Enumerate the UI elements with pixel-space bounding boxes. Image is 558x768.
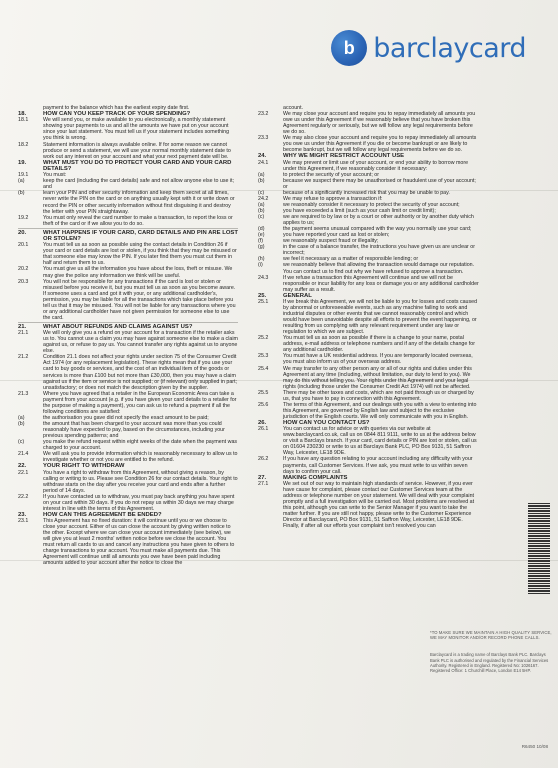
clause-number: 19.1: [18, 172, 29, 179]
clause: [18, 391, 238, 415]
clause-number: 24.2: [258, 195, 269, 202]
heading-text: GENERAL: [283, 292, 312, 299]
logo-text: barclaycard: [373, 32, 526, 64]
heading-text: HOW CAN THIS AGREEMENT BE ENDED?: [43, 511, 162, 518]
heading-text: MAKING COMPLAINTS: [283, 474, 348, 481]
clause-text: We may also close your account and require you to repay immediately all amounts you owe us under this Agreement if you die or become bankrupt or are likely to become bankrupt, but we will follow any legal requirements before we do so.: [283, 135, 477, 154]
clause-number: 18.1: [18, 117, 29, 124]
clause-number: 20.3: [18, 278, 29, 285]
clause-number: (g): [258, 244, 265, 251]
clause-text: you make the refund request within eight weeks of the date when the payment was charged to your account.: [43, 439, 238, 452]
clause: [18, 178, 238, 190]
clause-number: 25.: [258, 292, 267, 299]
clause-number: 24.3: [258, 274, 269, 281]
clause-number: 25.1: [258, 299, 269, 305]
clause-text: You must tell us as soon as possible if there is a change to your name, postal address, e-mail address or telephone numbers and if any of the details change for any additional cardholder.: [283, 335, 475, 354]
clause-text: Where you have agreed that a retailer in the European Economic Area can take a payment from your account (e.g. if you have given your card details to a retailer for the purpose of making a payment), you can ask us to refund a payment if all the following conditions are satisfied:: [43, 390, 237, 415]
clause: [258, 178, 480, 190]
clause-text: you have reported your card as lost or stolen;: [283, 232, 390, 239]
clause-number: 22.1: [18, 469, 29, 476]
clause-text: the amount that has been charged to your account was more than you could reasonably have expected to pay, based on the circumstances, including your previous spending patterns; and: [43, 420, 225, 439]
clause-number: (c): [18, 439, 25, 446]
clause-number: 26.1: [258, 426, 269, 433]
heading-text: WHAT HAPPENS IF YOUR CARD, CARD DETAILS AND PIN ARE LOST OR STOLEN?: [43, 229, 238, 242]
clause-number: (d): [258, 226, 265, 233]
clause-text: we are required to by law or by a court or other authority or by another duty which applies to us;: [283, 214, 474, 227]
clause-text: We may prevent or limit use of your account, or end your ability to borrow more under this Agreement, if we reasonably consider it necessary:: [283, 159, 469, 172]
clause: [18, 518, 238, 566]
clause: [18, 142, 238, 160]
footer-notice: *TO MAKE SURE WE MAINTAIN A HIGH QUALITY SERVICE, WE MAY MONITOR AND/OR RECORD PHONE CALLS.: [430, 630, 552, 641]
clause-text: We set out of our way to maintain high standards of service. However, if you ever have cause for complaint, please contact our Customer Services team at the address or telephone number on your statement. We will deal with your complaint promptly and a full investigation will be carried out. Most problems are resolved at this point, although you can write to the Senior Manager if you want to take the matter further. If you are still not happy, please write to the Customer Experience Director at Barclaycard, PO Box 9131, 51 Saffron Way, Leicester, LE18 9DE. Finally, if after all our efforts your complaint isn't resolved you can: [283, 480, 475, 530]
clause-number: (h): [258, 256, 265, 263]
clause: [18, 330, 238, 354]
clause-number: (b): [18, 420, 25, 427]
clause-number: 18.: [18, 111, 27, 118]
clause: [18, 190, 238, 214]
clause-number: 22.: [18, 463, 27, 470]
clause-number: (f): [258, 238, 263, 245]
clause-text: You must only reveal the card number to make a transaction, to report the loss or theft of the card or if we allow you to do so.: [43, 214, 233, 227]
footer-legal: Barclaycard is a trading name of Barclays Bank PLC. Barclays Bank PLC is authorised and regulated by the Financial Services Authority. Registered in England. Registered No: 1026167. Registered Office: 1 Churchill Place, London E14 5HP.: [430, 652, 549, 674]
barcode: [528, 502, 550, 594]
clause-number: 23.2: [258, 111, 269, 118]
clause-text: We will only give you a refund on your account for a transaction if the retailer asks us to. You cannot use a claim you may have against someone else to make a claim against us, or refuse to pay us. You cannot transfer any rights against us to anyone else.: [43, 330, 238, 355]
clause-text: in the case of a balance transfer, the instructions you have given us are unclear or incorrect;: [283, 244, 475, 257]
clause-text: Statement information is always available online. If for some reason we cannot produce or send a statement, we will use your normal monthly statement date to work out any interest on your account and what your next payment date will be.: [43, 141, 231, 160]
footer: [430, 630, 554, 673]
clause: [18, 242, 238, 266]
clause: [258, 275, 480, 293]
clause-number: 23.1: [18, 518, 29, 525]
clause-number: 26.2: [258, 456, 269, 463]
clause: [18, 421, 238, 439]
clause-number: 25.2: [258, 335, 269, 342]
clause-text: You have a right to withdraw from this Agreement, without giving a reason, by calling or writing to us. Please see Condition 26 for our contact details. Your right to withdraw starts on the day after you receive your card and ends after a further period of 14 days.: [43, 469, 238, 494]
clause-number: 25.6: [258, 401, 269, 408]
clause: [258, 299, 480, 335]
clause: [18, 266, 238, 278]
clause-text: the authorisation you gave did not specify the exact amount to be paid;: [43, 414, 209, 421]
heading-text: WHY WE MIGHT RESTRICT ACCOUNT USE: [283, 153, 405, 160]
heading-text: WHAT ABOUT REFUNDS AND CLAIMS AGAINST US?: [43, 323, 193, 330]
heading-text: HOW CAN YOU KEEP TRACK OF YOUR SPENDING?: [43, 111, 191, 118]
clause: [258, 335, 480, 353]
clause-text: to protect the security of your account; or: [283, 171, 379, 178]
clause: [258, 402, 480, 420]
heading-text: WHAT MUST YOU DO TO PROTECT YOUR CARD AND YOUR CARD DETAILS?: [43, 159, 232, 172]
clause: [18, 354, 238, 390]
clause-number: 24.1: [258, 159, 269, 166]
clause-number: (a): [18, 414, 25, 421]
clause: [258, 160, 480, 172]
clause-text: There may be other taxes and costs, which are not paid through us or charged by us, that you have to pay in connection with this Agreement.: [283, 389, 474, 402]
clause-number: 20.1: [18, 242, 29, 249]
clause-text: account.: [283, 105, 304, 111]
clause: [258, 390, 480, 402]
clause: [258, 111, 480, 135]
clause-number: 19.: [18, 159, 27, 166]
clause: [18, 117, 238, 141]
clause: [18, 279, 238, 321]
clause-number: 26.: [258, 419, 267, 426]
section-heading: [18, 230, 238, 243]
divider: [18, 322, 238, 323]
document-reference: R6450 10/08: [521, 744, 548, 749]
clause-number: 27.1: [258, 480, 269, 487]
clause-text: You must:: [43, 172, 67, 179]
clause: [18, 470, 238, 494]
clause-text: We will ask you to provide information which is reasonably necessary to allow us to investigate whether or not you are entitled to the refund.: [43, 451, 238, 464]
clause-number: 22.2: [18, 493, 29, 500]
clause: [18, 451, 238, 463]
clause-text: You must have a UK residential address. If you are temporarily located overseas, you must also inform us of your overseas address.: [283, 353, 473, 366]
clause-text: We may transfer to any other person any or all of our rights and duties under this Agreement at any time (including, without limitation, our duty to lend to you). We may do this without telling you. Your rights under this Agreement and your legal rights (including those under the Consumer Credit Act 1974) will not be affected.: [283, 365, 472, 390]
clause-text: You must give us all the information you have about the loss, theft or misuse. We may give the police any information we think will be useful.: [43, 266, 233, 279]
clause-text: We may refuse to approve a transaction if:: [283, 195, 383, 202]
heading-text: YOUR RIGHT TO WITHDRAW: [43, 463, 125, 470]
clause-number: 25.4: [258, 365, 269, 372]
clause-text: If you have any question relating to your account including any difficulty with your payments, call Customer Services. If we ask, you must write to us within seven days to confirm your call.: [283, 456, 473, 475]
clause: [258, 481, 480, 529]
clause-text: payment to the balance which has the earliest expiry date first.: [43, 105, 190, 111]
clause-text: We may close your account and require you to repay immediately all amounts you owe us under this Agreement if we reasonably believe that you have broken this Agreement regularly or seriously, but we will follow any legal requirements before we do so.: [283, 111, 476, 136]
clause-number: 25.3: [258, 353, 269, 360]
clause-number: 21.3: [18, 390, 29, 397]
clause-text: learn your PIN and other security information and keep them secret at all times, never write the PIN on the card or on anything usually kept with it or write down or record the PIN or other security information without first disguising it and destroy the letter with your PIN straightaway.: [43, 190, 235, 215]
clause-number: (c): [258, 214, 265, 221]
barclaycard-logo: [331, 30, 526, 66]
clause-number: 21.1: [18, 330, 29, 337]
clause-text: We will send you, or make available to you electronically, a monthly statement showing your payments to us and all the amounts we have put on your account since your last statement. You must tell us if your statement includes something you think is wrong.: [43, 117, 230, 142]
clause: [258, 426, 480, 456]
clause-number: (a): [18, 178, 25, 185]
clause-text: keep the card (including the card details) safe and not allow anyone else to use it; and: [43, 178, 235, 191]
logo-mark-icon: b: [331, 30, 367, 66]
clause: [258, 244, 480, 256]
clause-number: 21.4: [18, 451, 29, 458]
clause-number: (e): [258, 232, 265, 239]
clause-text: we reasonably suspect fraud or illegality;: [283, 238, 379, 245]
clause-number: 19.2: [18, 214, 29, 221]
clause: [18, 494, 238, 512]
clause-number: 27.: [258, 474, 267, 481]
clause-text: If we refuse a transaction this Agreement will continue and we will not be responsible or incur liability for any loss or damage you or any additional cardholder may suffer as a result.: [283, 274, 479, 293]
terms-column-left: [18, 105, 238, 567]
clause-number: 23.3: [258, 135, 269, 142]
clause: [258, 353, 480, 365]
clause-text: If you have contacted us to withdraw, you must pay back anything you have spent on your card within 30 days. If you do not repay us within 30 days we may charge interest in line with the terms of this Agreement.: [43, 493, 235, 512]
clause-number: (b): [258, 177, 265, 184]
clause-text: The terms of this Agreement, and our dealings with you with a view to entering into this Agreement, are governed by English law and subject to the exclusive jurisdiction of the English courts. We will only communicate with you in English.: [283, 401, 477, 420]
clause-text: You can contact us to find out why we have refused to approve a transaction.: [283, 268, 464, 275]
clause-number: (a): [258, 171, 265, 178]
clause: [258, 366, 480, 390]
terms-column-right: [258, 105, 480, 529]
clause-text: You can contact us for advice or with queries via our website at www.barclaycard.co.uk, call us on 0844 811 9111, write to us at the address below or visit a Barclays branch. If your card, card details or PIN are lost or stolen, call us on 01604 230230 or write to us at Barclays Bank PLC, PO Box 9131, 51 Saffron Way, Leicester, LE18 9DE.: [283, 426, 477, 457]
clause-number: (i): [258, 262, 263, 269]
clause-text: Condition 21.1 does not affect your rights under section 75 of the Consumer Credit Act 1974 (or any replacement legislation). These rights mean that if you use your card to buy goods or services, and the cost of an individual item of the goods or services is more than £100 but not more than £30,000, then you may have a claim against us if the item or service is not supplied; or (if relevant) only supplied in part; unsatisfactory; or does not match the description given by the supplier.: [43, 354, 238, 391]
clause-text: This Agreement has no fixed duration: it will continue until you or we choose to close your account. Either of us can close the account by giving written notice to the other. Except where we can close your account immediately (see below), we will give you at least 2 months' written notice before we close the account. You must return all cards to us and cancel any instructions you have given to others to charge transactions to your account. You must make all payments due. This Agreement will continue until all amounts you owe have been paid including amounts added to your account after the notice to close the: [43, 518, 235, 567]
clause-number: 20.: [18, 229, 27, 236]
clause-text: because of a significantly increased risk that you may be unable to pay.: [283, 189, 450, 196]
clause-text: we reasonably believe that allowing the transaction would damage our reputation.: [283, 262, 475, 269]
clause-text: because we suspect there may be unauthorised or fraudulent use of your account; or: [283, 177, 476, 190]
clause: [18, 439, 238, 451]
clause-number: (b): [18, 190, 25, 197]
clause-number: 25.5: [258, 389, 269, 396]
clause-number: (b): [258, 208, 265, 215]
clause-text: you have exceeded a limit (such as your cash limit or credit limit);: [283, 208, 436, 215]
clause: [258, 135, 480, 153]
section-heading: [18, 160, 238, 173]
clause-text: You must tell us as soon as possible using the contact details in Condition 26 if your card or card details are lost or stolen, if you think that they may be misused or that someone else may know the PIN. If you later find them you must cut them in half and return them to us.: [43, 242, 237, 267]
clause-text: the payment seems unusual compared with the way you normally use your card;: [283, 226, 472, 233]
clause-number: 24.: [258, 153, 267, 160]
clause-number: (a): [258, 202, 265, 208]
clause-text: we reasonably consider it necessary to protect the security of your account;: [283, 202, 460, 208]
heading-text: HOW CAN YOU CONTACT US?: [283, 419, 370, 426]
clause-text: If we break this Agreement, we will not be liable to you for losses and costs caused by abnormal or unforeseeable events, such as any machine failing to work and industrial disputes or other events that we cannot reasonably control and which would have been unavoidable despite all efforts to prevent the event happening, or resulting from us complying with any relevant requirement under any law or regulation to which we are subject.: [283, 299, 478, 336]
divider: [18, 228, 238, 229]
clause-number: 23.: [18, 511, 27, 518]
clause-number: 20.2: [18, 266, 29, 273]
clause: [18, 215, 238, 227]
clause-number: 21.2: [18, 354, 29, 361]
clause-number: (c): [258, 189, 265, 196]
clause-text: we feel it necessary as a matter of responsible lending; or: [283, 256, 419, 263]
clause-text: You will not be responsible for any transactions if the card is lost or stolen or misused before you receive it, but you must tell us as soon as you become aware. If someone uses a card and got it with your, or any additional cardholder's, permission, you may be liable for all the transactions which take place before you tell us that it may be misused. You will not be liable for any transactions where you or any additional cardholder have not given permission for someone else to use the card.: [43, 278, 236, 321]
clause-number: 18.2: [18, 141, 29, 148]
clause: [258, 456, 480, 474]
clause: [258, 214, 480, 226]
clause-number: 21.: [18, 323, 27, 330]
